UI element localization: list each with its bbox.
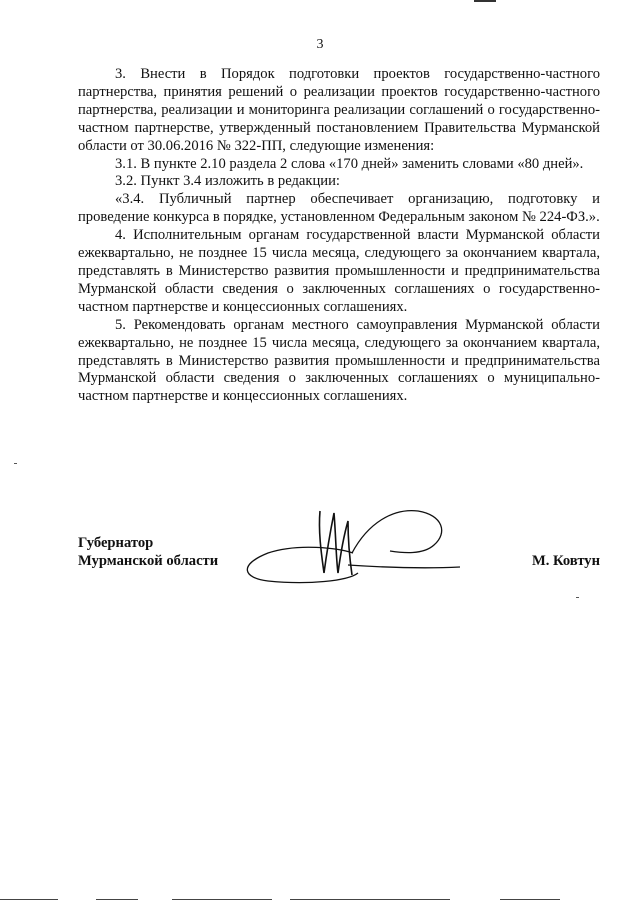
signatory-title-line2: Мурманской области [78,553,219,569]
document-body [78,66,600,406]
signatory-title-line1: Губернатор [78,535,154,551]
signatory-title [78,534,218,570]
signatory-name: М. Ковтун [531,553,600,569]
signature-block [78,503,600,593]
paragraph-4: 4. Исполнительным органам государственной власти Мурманской области ежеквартально, не позднее 15 числа месяца, следующего за окончанием квартала, представлять в Министерство развития промышленности и предпринимательства Мурманской области сведения о заключенных соглашениях о государственно-частном партнерстве и концессионных соглашениях. [78,227,600,315]
page-number: 3 [316,37,324,52]
paragraph-3-1: 3.1. В пункте 2.10 раздела 2 слова «170 дней» заменить словами «80 дней». [115,155,584,172]
scan-artifact-line [290,899,450,900]
scan-artifact-line [96,899,138,900]
scan-artifact-line [474,0,496,2]
paragraph-3-2: 3.2. Пункт 3.4 изложить в редакции: [115,173,340,190]
paragraph-3-4-quote: «3.4. Публичный партнер обеспечивает организацию, подготовку и проведение конкурса в порядке, установленном Федеральным законом № 224-ФЗ.». [78,191,600,226]
scan-artifact-line [172,899,272,900]
scan-speck [14,463,17,464]
scan-artifact-line [500,899,560,900]
paragraph-3: 3. Внести в Порядок подготовки проектов государственно-частного партнерства, принятия решений о реализации проектов государственно-частного партнерства, реализации и мониторинга реализации соглашений о государственно-частном партнерстве, утвержденный постановлением Правительства Мурманской области от 30.06.2016 № 322-ПП, следующие изменения: [78,66,600,154]
paragraph-5: 5. Рекомендовать органам местного самоуправления Мурманской области ежеквартально, не позднее 15 числа месяца, следующего за окончанием квартала, представлять в Министерство развития промышленности и предпринимательства Мурманской области сведения о заключенных соглашениях о муниципально-частном партнерстве и концессионных соглашениях. [78,316,600,405]
scan-speck [576,597,579,598]
handwritten-signature [228,503,528,593]
scan-artifact-line [0,899,58,900]
